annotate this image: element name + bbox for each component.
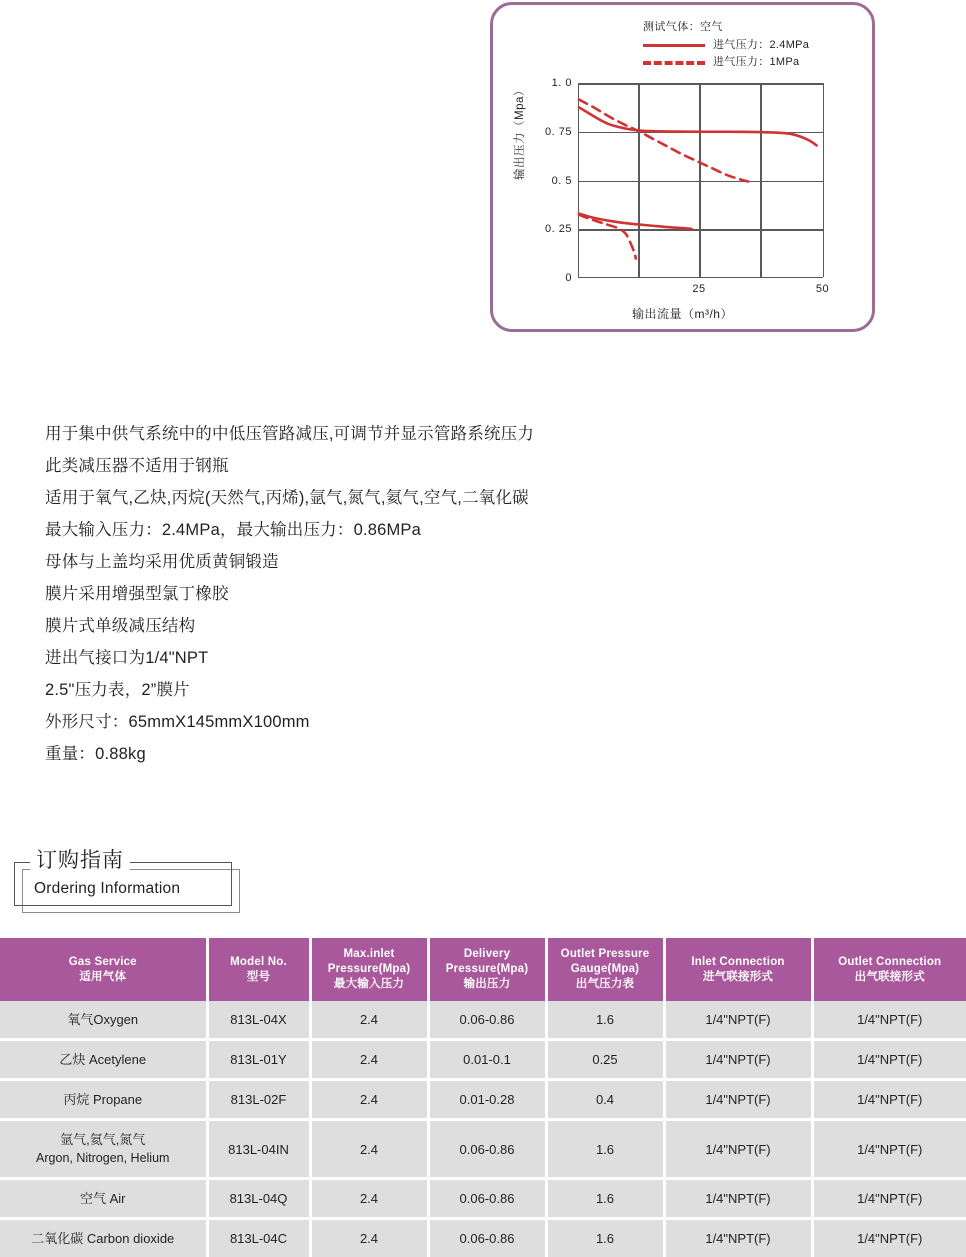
cell-max-inlet-pressure: 2.4 (310, 1040, 428, 1080)
chart-legend (643, 19, 809, 71)
col-en: Delivery (464, 948, 510, 960)
cell-outlet-connection: 1/4"NPT(F) (812, 1219, 966, 1257)
gas-name-main: 氧气Oxygen (67, 1012, 138, 1027)
col-en: Model No. (230, 956, 287, 968)
table-body (0, 1001, 966, 1257)
description-line: 用于集中供气系统中的中低压管路减压,可调节并显示管路系统压力 (45, 418, 735, 450)
chart-curves (579, 83, 824, 278)
col-en: Max.inlet (343, 948, 394, 960)
y-tick-label: 0 (565, 272, 572, 284)
legend-title: 测试气体：空气 (643, 19, 809, 36)
col-en2: Gauge(Mpa) (571, 963, 639, 975)
col-en2: Pressure(Mpa) (446, 963, 529, 975)
y-tick-label: 0. 5 (552, 175, 572, 187)
x-tick-label: 25 (692, 283, 705, 295)
table-row (0, 1080, 966, 1120)
cell-model-no: 813L-04X (207, 1001, 310, 1040)
x-tick-label: 50 (816, 283, 829, 295)
cell-outlet-pressure-gauge: 1.6 (546, 1219, 664, 1257)
cell-outlet-pressure-gauge: 1.6 (546, 1179, 664, 1219)
cell-gas-service (0, 1179, 207, 1219)
cell-inlet-connection: 1/4"NPT(F) (664, 1219, 812, 1257)
col-en: Outlet Pressure (561, 948, 650, 960)
gas-name-sub: Argon, Nitrogen, Helium (6, 1149, 200, 1168)
ordering-title-cn: 订购指南 (30, 848, 130, 874)
cell-model-no: 813L-01Y (207, 1040, 310, 1080)
col-cn: 进气联接形式 (703, 971, 773, 983)
description-line: 膜片采用增强型氯丁橡胶 (45, 578, 735, 610)
cell-outlet-connection: 1/4"NPT(F) (812, 1080, 966, 1120)
cell-max-inlet-pressure: 2.4 (310, 1219, 428, 1257)
chart-plot-area (578, 83, 823, 278)
description-line: 母体与上盖均采用优质黄铜锻造 (45, 546, 735, 578)
col-cn: 出气联接形式 (855, 971, 925, 983)
col-cn: 出气压力表 (576, 978, 635, 990)
column-header-max-inlet-pressure (310, 938, 428, 1001)
legend-dashed-line-icon (643, 61, 705, 65)
cell-delivery-pressure: 0.06-0.86 (428, 1001, 546, 1040)
cell-delivery-pressure: 0.01-0.1 (428, 1040, 546, 1080)
cell-gas-service (0, 1219, 207, 1257)
table-header-row (0, 938, 966, 1001)
y-tick-label: 0. 75 (545, 126, 572, 138)
column-header-gas-service (0, 938, 207, 1001)
gas-name-main: 空气 Air (80, 1191, 126, 1206)
gas-name-main: 乙炔 Acetylene (59, 1052, 146, 1067)
cell-outlet-pressure-gauge: 0.25 (546, 1040, 664, 1080)
cell-inlet-connection: 1/4"NPT(F) (664, 1179, 812, 1219)
table-row (0, 1001, 966, 1040)
y-tick-label: 0. 25 (545, 223, 572, 235)
ordering-title-en: Ordering Information (34, 878, 180, 900)
ordering-information-heading (14, 862, 244, 914)
cell-outlet-connection: 1/4"NPT(F) (812, 1179, 966, 1219)
col-en: Gas Service (69, 956, 137, 968)
column-header-outlet-connection (812, 938, 966, 1001)
cell-delivery-pressure: 0.06-0.86 (428, 1179, 546, 1219)
cell-outlet-connection: 1/4"NPT(F) (812, 1040, 966, 1080)
table-row (0, 1120, 966, 1179)
gas-name-main: 二氧化碳 Carbon dioxide (31, 1231, 174, 1246)
legend-item-solid (643, 37, 809, 54)
description-line: 重量：0.88kg (45, 738, 735, 770)
description-line: 适用于氧气,乙炔,丙烷(天然气,丙烯),氩气,氮气,氦气,空气,二氧化碳 (45, 482, 735, 514)
specification-table (0, 938, 966, 1257)
cell-delivery-pressure: 0.06-0.86 (428, 1219, 546, 1257)
legend-solid-line-icon (643, 44, 705, 47)
col-en: Outlet Connection (838, 956, 941, 968)
cell-max-inlet-pressure: 2.4 (310, 1080, 428, 1120)
cell-delivery-pressure: 0.01-0.28 (428, 1080, 546, 1120)
table-row (0, 1040, 966, 1080)
cell-outlet-connection: 1/4"NPT(F) (812, 1120, 966, 1179)
col-cn: 适用气体 (79, 971, 126, 983)
column-header-delivery-pressure (428, 938, 546, 1001)
description-line: 外形尺寸：65mmX145mmX100mm (45, 706, 735, 738)
cell-inlet-connection: 1/4"NPT(F) (664, 1120, 812, 1179)
cell-outlet-connection: 1/4"NPT(F) (812, 1001, 966, 1040)
table-row (0, 1179, 966, 1219)
table-row (0, 1219, 966, 1257)
legend-item-dashed-label: 进气压力：1MPa (713, 54, 799, 71)
chart-x-axis-label: 输出流量（m³/h） (493, 305, 872, 322)
product-description (45, 418, 735, 770)
cell-inlet-connection: 1/4"NPT(F) (664, 1001, 812, 1040)
cell-outlet-pressure-gauge: 0.4 (546, 1080, 664, 1120)
col-cn: 型号 (247, 971, 270, 983)
cell-max-inlet-pressure: 2.4 (310, 1001, 428, 1040)
chart-series-line (579, 100, 748, 182)
performance-chart-panel (490, 2, 875, 332)
y-tick-label: 1. 0 (552, 77, 572, 89)
column-header-model-no (207, 938, 310, 1001)
cell-inlet-connection: 1/4"NPT(F) (664, 1040, 812, 1080)
chart-y-axis-label: 输出压力（Mpa） (511, 84, 527, 180)
chart-series-line (579, 107, 817, 145)
col-en: Inlet Connection (691, 956, 784, 968)
description-line: 2.5"压力表，2”膜片 (45, 674, 735, 706)
description-line: 最大输入压力：2.4MPa，最大输出压力：0.86MPa (45, 514, 735, 546)
gas-name-main: 丙烷 Propane (63, 1092, 142, 1107)
cell-max-inlet-pressure: 2.4 (310, 1120, 428, 1179)
gas-name-main: 氩气,氦气,氮气 (60, 1132, 145, 1147)
description-line: 膜片式单级减压结构 (45, 610, 735, 642)
cell-model-no: 813L-04IN (207, 1120, 310, 1179)
cell-delivery-pressure: 0.06-0.86 (428, 1120, 546, 1179)
description-line: 进出气接口为1/4"NPT (45, 642, 735, 674)
col-en2: Pressure(Mpa) (328, 963, 411, 975)
col-cn: 输出压力 (464, 978, 511, 990)
cell-model-no: 813L-02F (207, 1080, 310, 1120)
legend-item-solid-label: 进气压力：2.4MPa (713, 37, 809, 54)
cell-gas-service (0, 1080, 207, 1120)
cell-outlet-pressure-gauge: 1.6 (546, 1001, 664, 1040)
column-header-inlet-connection (664, 938, 812, 1001)
cell-gas-service (0, 1040, 207, 1080)
column-header-outlet-pressure-gauge (546, 938, 664, 1001)
legend-item-dashed (643, 54, 809, 71)
description-line: 此类减压器不适用于钢瓶 (45, 450, 735, 482)
cell-gas-service (0, 1120, 207, 1179)
chart-inner (493, 5, 872, 329)
cell-model-no: 813L-04Q (207, 1179, 310, 1219)
col-cn: 最大输入压力 (334, 978, 404, 990)
cell-inlet-connection: 1/4"NPT(F) (664, 1080, 812, 1120)
cell-gas-service (0, 1001, 207, 1040)
cell-outlet-pressure-gauge: 1.6 (546, 1120, 664, 1179)
cell-model-no: 813L-04C (207, 1219, 310, 1257)
cell-max-inlet-pressure: 2.4 (310, 1179, 428, 1219)
